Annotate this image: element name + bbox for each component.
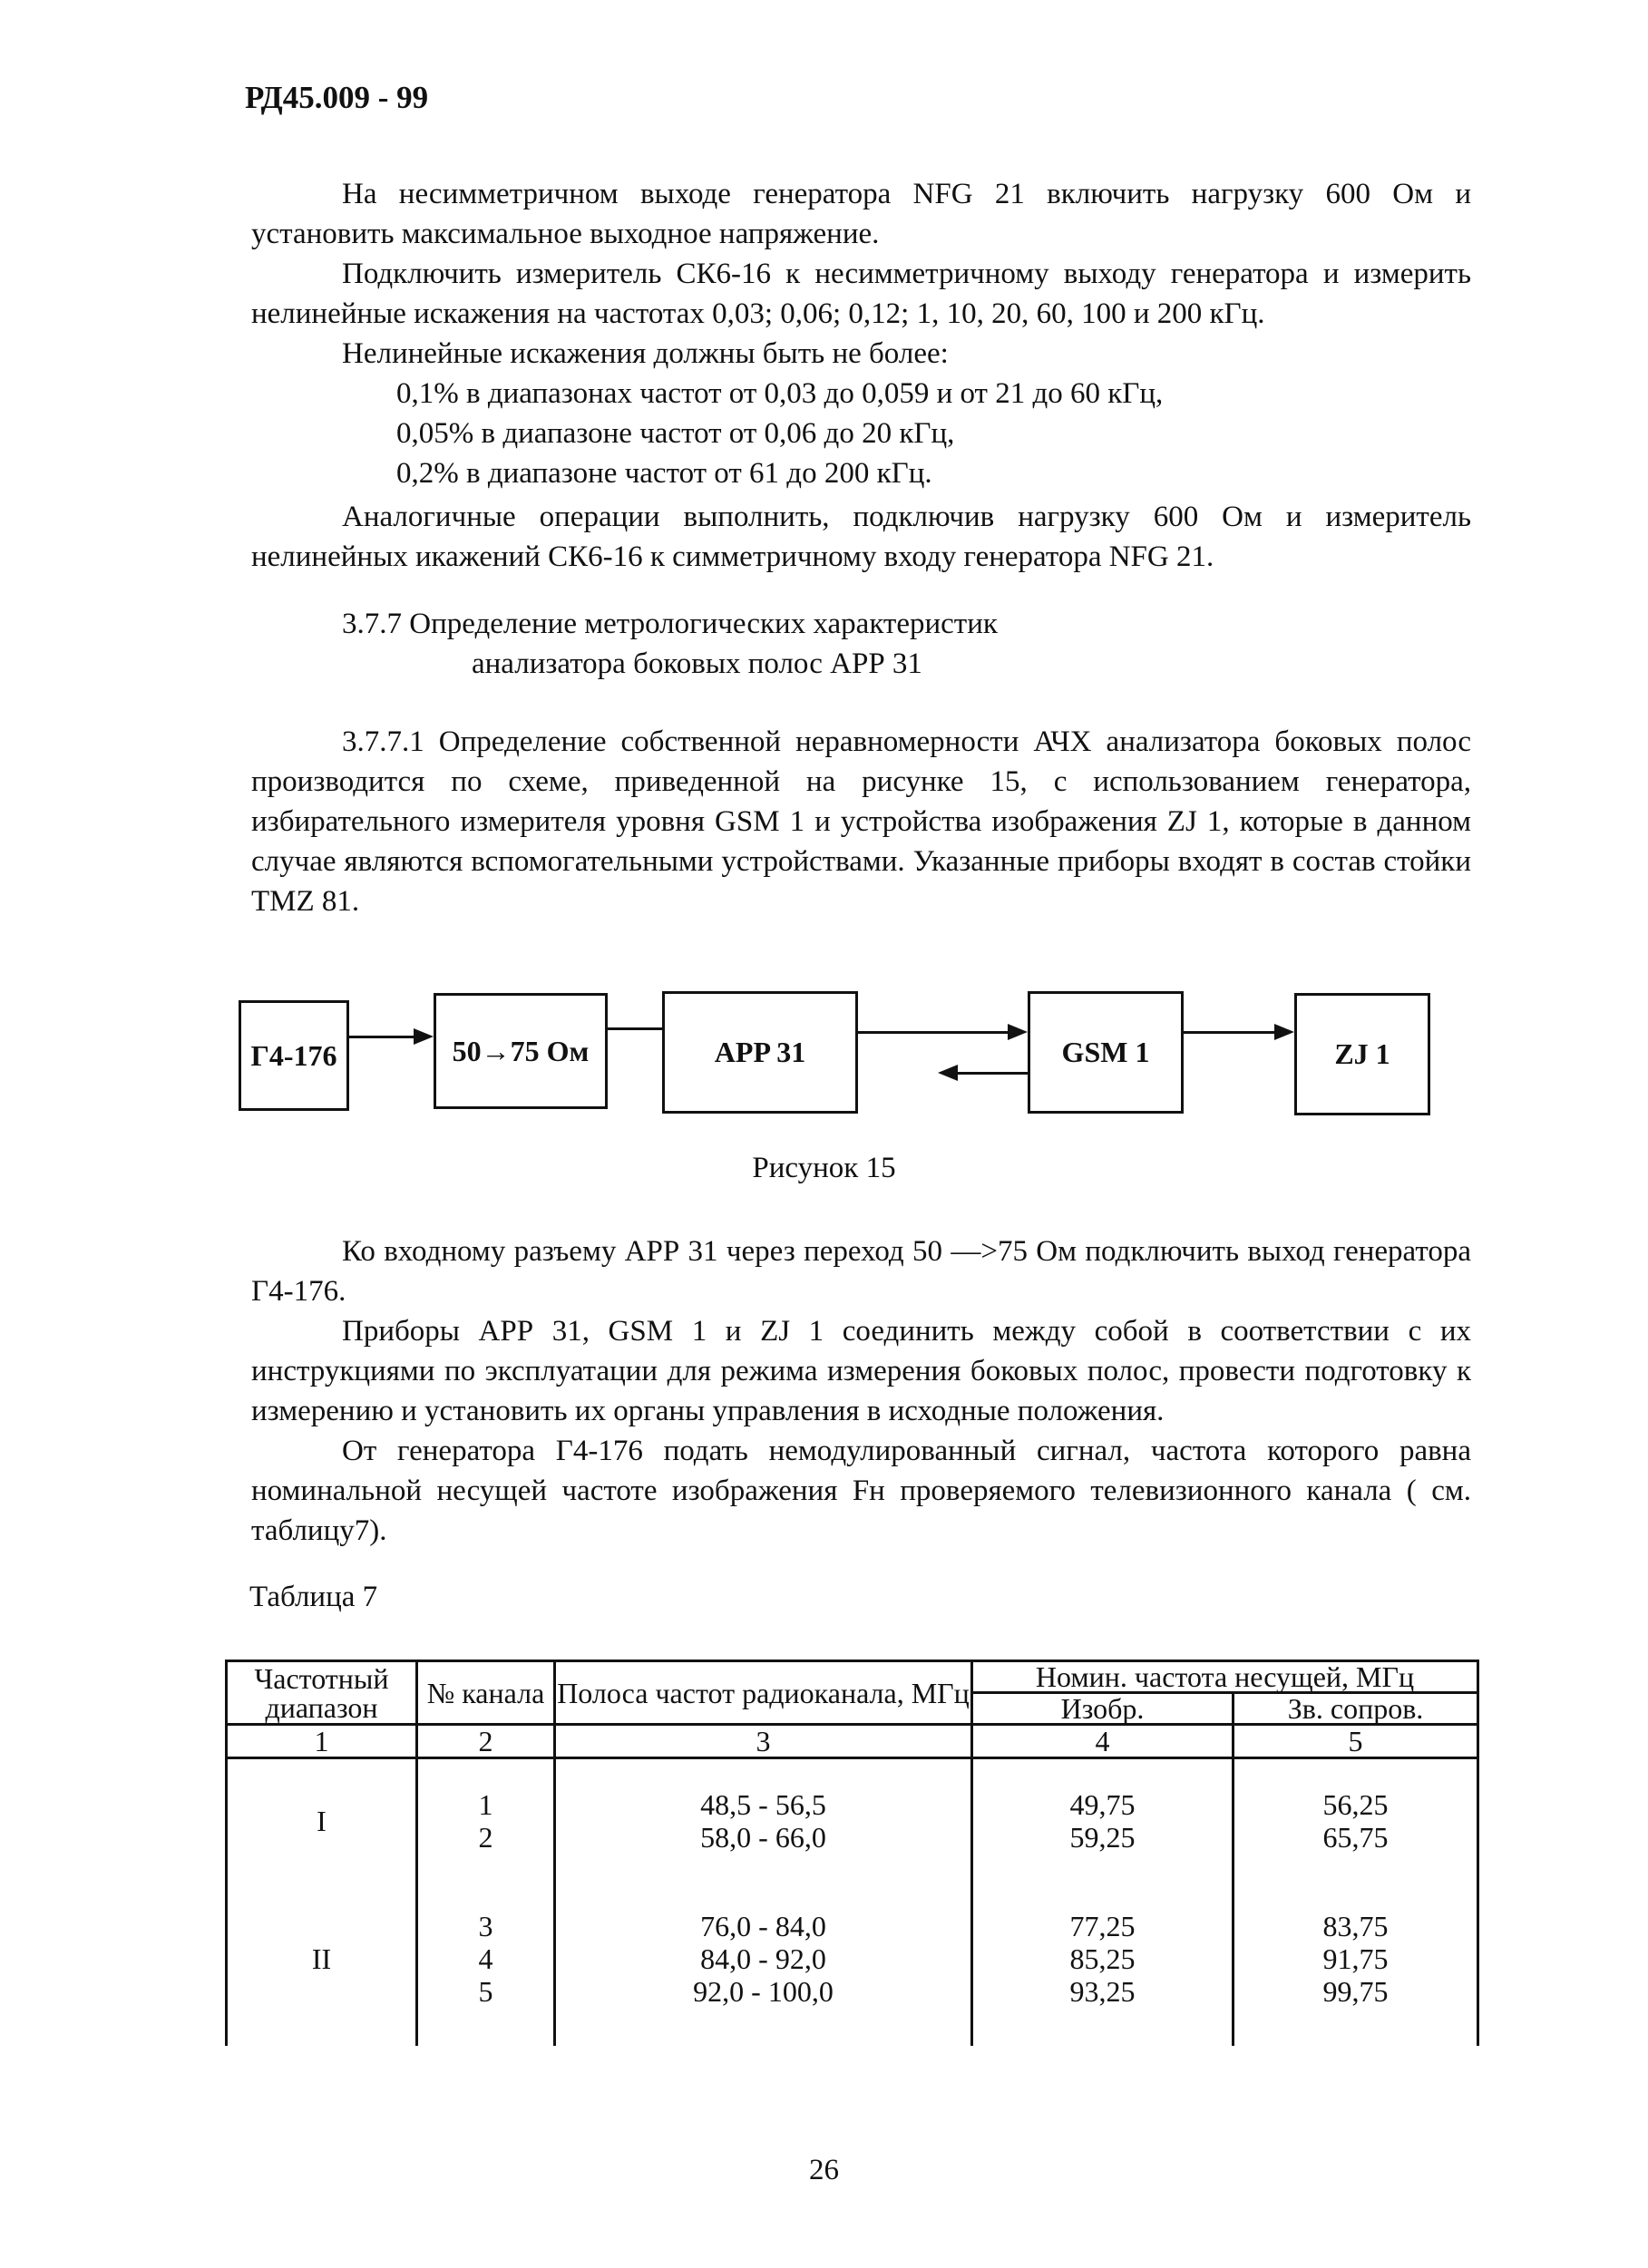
header-image: Изобр.: [972, 1693, 1234, 1725]
range-cell: I: [227, 1788, 417, 1854]
table-row: 4 84,0 - 92,0 85,25 91,75: [227, 1942, 1478, 1975]
arrow-right-icon: [1008, 1024, 1028, 1040]
section-heading: 3.7.7 Определение метрологических характеристик: [342, 608, 998, 640]
header-sound: Зв. сопров.: [1234, 1693, 1478, 1725]
table-row: II 3 76,0 - 84,0 77,25 83,75: [227, 1910, 1478, 1942]
page-number: 26: [809, 2154, 839, 2186]
diagram-block-display: ZJ 1: [1294, 993, 1430, 1115]
wire-analyzer-meter-forward: [858, 1031, 1008, 1034]
header-carrier: Номин. частота несущей, МГц: [972, 1661, 1478, 1693]
table-title: Таблица 7: [249, 1581, 378, 1613]
diagram-block-generator: Г4-176: [239, 1000, 349, 1111]
distortion-limit-item: 0,05% в диапазоне частот от 0,06 до 20 кГц,: [396, 417, 955, 450]
section-heading-cont: анализатора боковых полос АРР 31: [472, 647, 922, 680]
paragraph-load: На несимметричном выходе генератора NFG 21 включить нагрузку 600 Ом и установить максимальное выходное напряжение.: [251, 178, 1471, 250]
paragraph-3771: 3.7.7.1 Определение собственной неравномерности АЧХ анализатора боковых полос производится по схеме, приведенной на рисунке 15, с использованием генератора, избирательного измерителя уровня GSM 1 и устройства изображения ZJ 1, которые в данном случае являются вспомогательными устройствами. Указанные приборы входят в состав стойки TMZ 81.: [251, 725, 1471, 918]
diagram-block-adapter: 50→75 Ом: [434, 993, 608, 1109]
arrow-left-icon: [938, 1065, 958, 1081]
table-row: 2 58,0 - 66,0 59,25 65,75: [227, 1821, 1478, 1854]
table-row: 5 92,0 - 100,0 93,25 99,75: [227, 1975, 1478, 2008]
diagram-block-level-meter: GSM 1: [1028, 991, 1184, 1114]
distortion-limit-intro: Нелинейные искажения должны быть не более:: [342, 337, 949, 370]
doc-code: РД45.009 - 99: [245, 80, 429, 115]
paragraph-input-connect: Ко входному разъему АРР 31 через переход 50 —>75 Ом подключить выход генератора Г4-176.: [251, 1235, 1471, 1308]
diagram-block-analyzer: APP 31: [662, 991, 858, 1114]
column-number-row: 1 2 3 4 5: [227, 1725, 1478, 1758]
table-row: I 1 48,5 - 56,5 49,75 56,25: [227, 1788, 1478, 1821]
arrow-right-icon: [1274, 1024, 1294, 1040]
range-cell: II: [227, 1910, 417, 2008]
wire-meter-display: [1184, 1031, 1274, 1034]
paragraph-connect-meter: Подключить измеритель СК6-16 к несимметричному выходу генератора и измерить нелинейные искажения на частотах 0,03; 0,06; 0,12; 1, 10, 20, 60, 100 и 200 кГц.: [251, 258, 1471, 330]
paragraph-instruments: Приборы АРР 31, GSM 1 и ZJ 1 соединить между собой в соответствии с их инструкциями по эксплуатации для режима измерения боковых полос, провести подготовку к измерению и установить их органы управления в исходные положения.: [251, 1315, 1471, 1427]
header-band: Полоса частот радиоканала, МГц: [555, 1661, 972, 1725]
distortion-limit-item: 0,2% в диапазоне частот от 61 до 200 кГц.: [396, 457, 932, 490]
paragraph-symmetric: Аналогичные операции выполнить, подключив нагрузку 600 Ом и измеритель нелинейных икажений СК6-16 к симметричному входу генератора NFG 21.: [251, 501, 1471, 573]
header-range: Частотный диапазон: [227, 1661, 417, 1725]
distortion-limit-item: 0,1% в диапазонах частот от 0,03 до 0,059 и от 21 до 60 кГц,: [396, 377, 1164, 410]
arrow-right-icon: [414, 1028, 434, 1045]
wire-adapter-analyzer: [608, 1027, 662, 1030]
wire-generator-adapter: [349, 1036, 414, 1038]
figure-caption: Рисунок 15: [752, 1152, 896, 1184]
header-channel: № канала: [417, 1661, 555, 1725]
paragraph-generator-signal: От генератора Г4-176 подать немодулированный сигнал, частота которого равна номинальной несущей частоте изображения Fн проверяемого телевизионного канала ( см. таблицу7).: [251, 1435, 1471, 1547]
wire-meter-analyzer-return: [958, 1072, 1028, 1075]
frequency-table: [225, 1660, 1479, 2046]
